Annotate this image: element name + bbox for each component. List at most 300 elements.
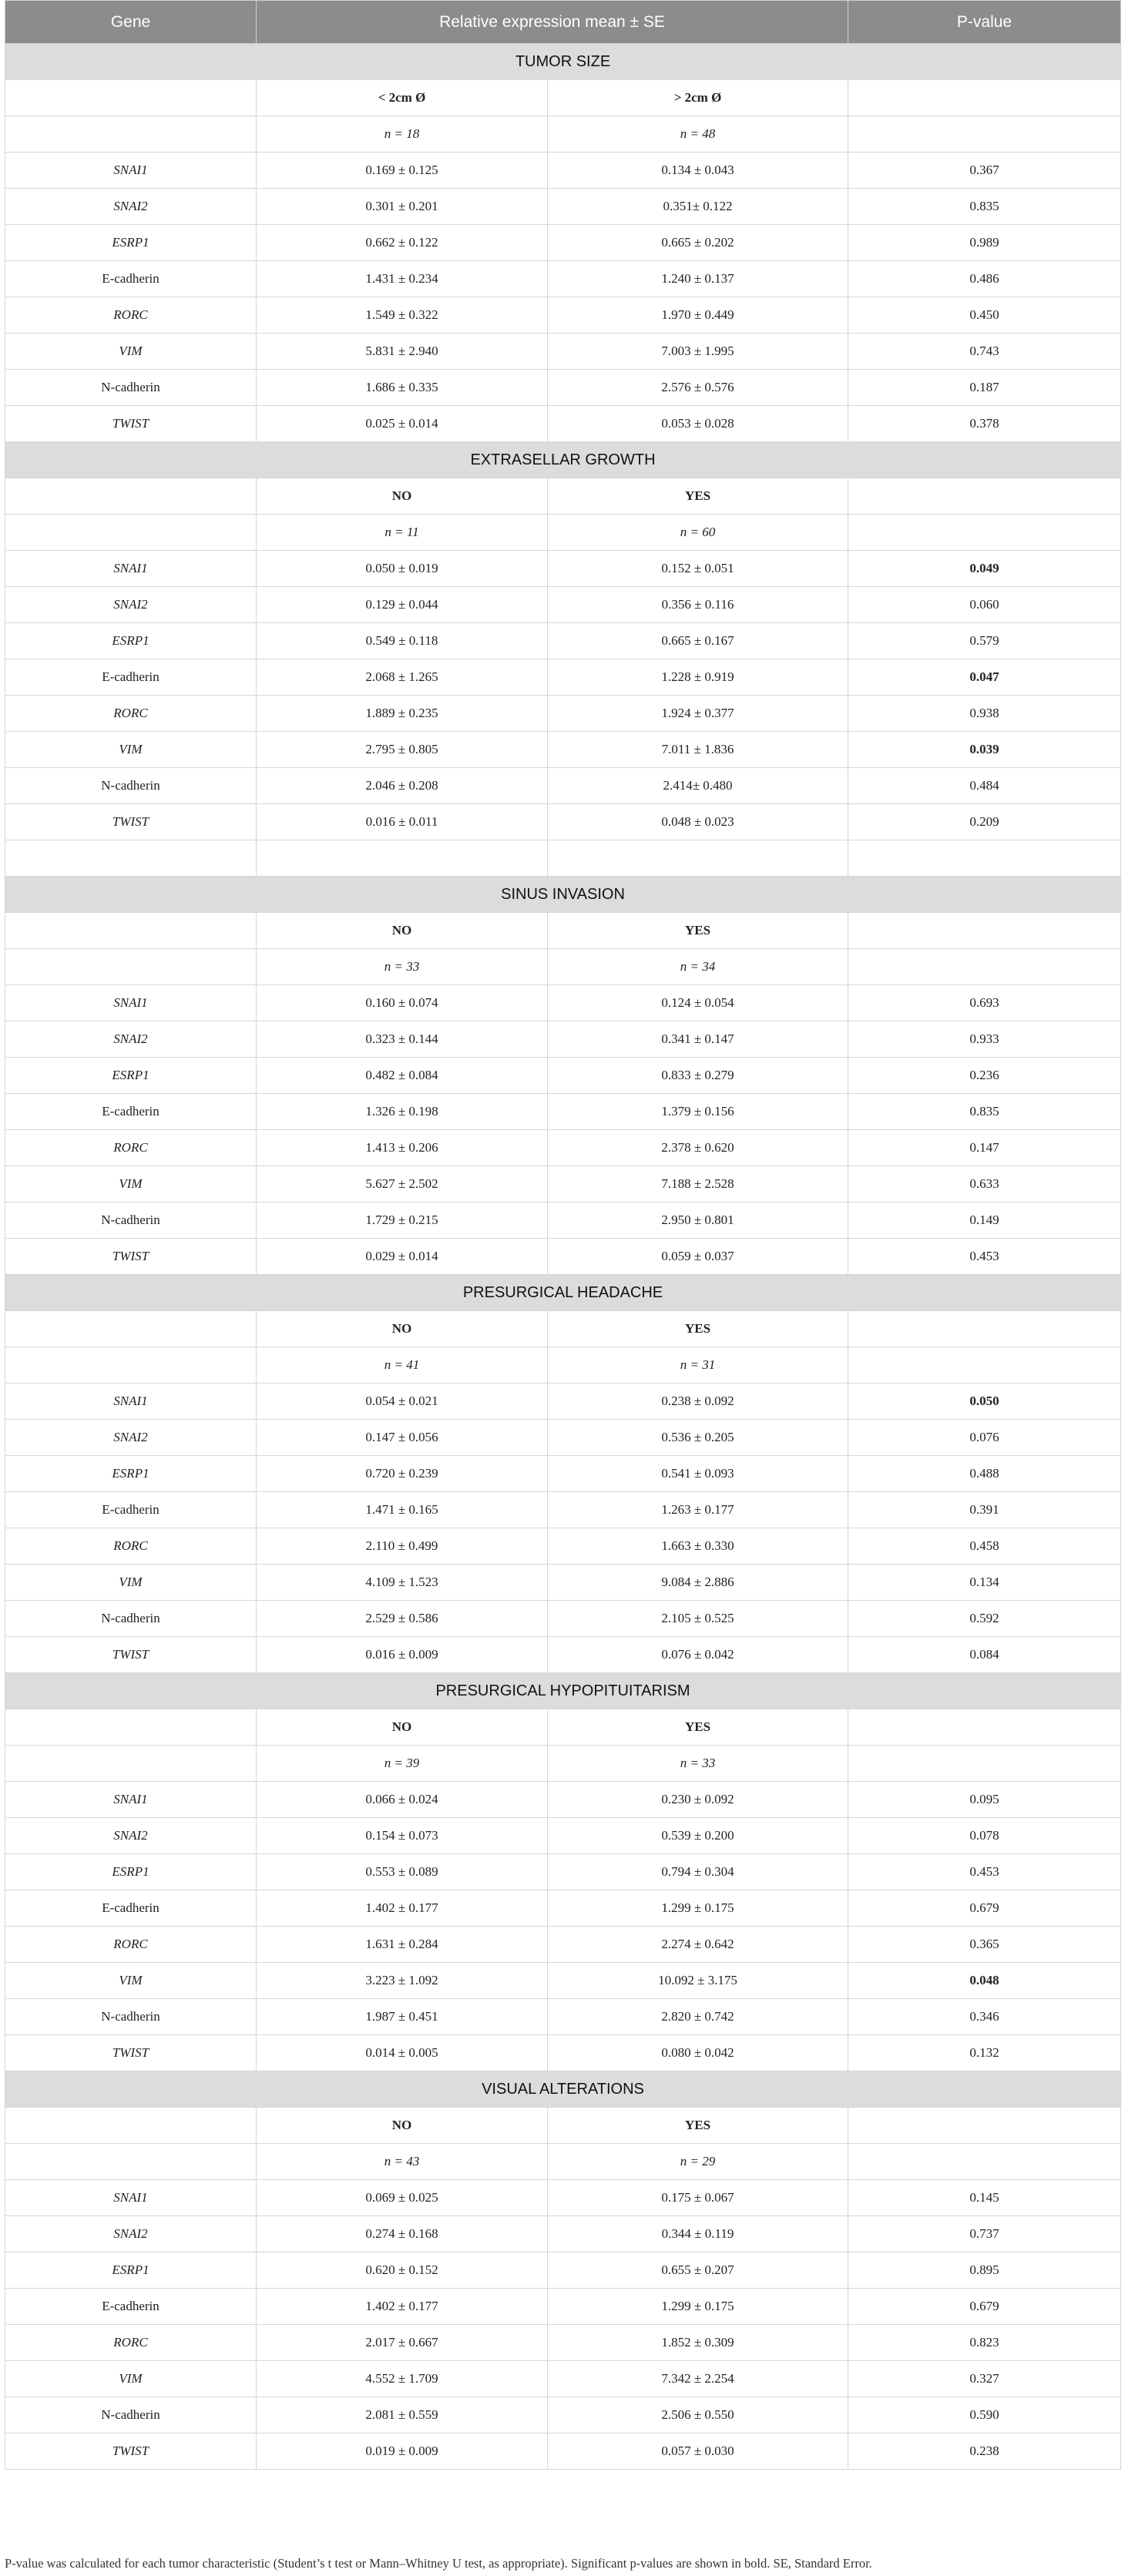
group-a-mean: 4.552 ± 1.709 bbox=[257, 2361, 548, 2397]
gene-name: SNAI1 bbox=[5, 1782, 257, 1818]
p-value: 0.933 bbox=[848, 1021, 1121, 1058]
group-b-n: n = 29 bbox=[548, 2144, 848, 2180]
gene-row bbox=[5, 1854, 1121, 1890]
group-a-mean: 1.471 ± 0.165 bbox=[257, 1492, 548, 1528]
gene-row bbox=[5, 1058, 1121, 1094]
empty-cell bbox=[5, 515, 257, 551]
group-b-label: YES bbox=[548, 2108, 848, 2144]
p-value: 0.938 bbox=[848, 696, 1121, 732]
group-b-mean: 7.011 ± 1.836 bbox=[548, 732, 848, 768]
group-b-mean: 0.238 ± 0.092 bbox=[548, 1384, 848, 1420]
group-b-n: n = 60 bbox=[548, 515, 848, 551]
section-title: PRESURGICAL HEADACHE bbox=[5, 1275, 1121, 1311]
gene-name: TWIST bbox=[5, 2433, 257, 2470]
group-a-mean: 0.014 ± 0.005 bbox=[257, 2035, 548, 2071]
group-a-mean: 0.323 ± 0.144 bbox=[257, 1021, 548, 1058]
p-value: 0.084 bbox=[848, 1637, 1121, 1673]
group-b-n: n = 48 bbox=[548, 116, 848, 153]
p-value: 0.679 bbox=[848, 1890, 1121, 1927]
group-a-mean: 1.431 ± 0.234 bbox=[257, 261, 548, 297]
group-a-label: NO bbox=[257, 478, 548, 515]
p-value: 0.737 bbox=[848, 2216, 1121, 2252]
group-a-mean: 0.154 ± 0.073 bbox=[257, 1818, 548, 1854]
p-value: 0.132 bbox=[848, 2035, 1121, 2071]
empty-cell bbox=[848, 515, 1121, 551]
group-a-mean: 4.109 ± 1.523 bbox=[257, 1565, 548, 1601]
empty-cell bbox=[257, 840, 548, 877]
group-a-mean: 1.889 ± 0.235 bbox=[257, 696, 548, 732]
empty-cell bbox=[5, 913, 257, 949]
p-value: 0.048 bbox=[848, 1963, 1121, 1999]
gene-name: N-cadherin bbox=[5, 370, 257, 406]
empty-cell bbox=[5, 2144, 257, 2180]
group-a-n: n = 33 bbox=[257, 949, 548, 985]
gene-name: SNAI1 bbox=[5, 551, 257, 587]
group-b-label: YES bbox=[548, 1311, 848, 1347]
sample-size-row bbox=[5, 515, 1121, 551]
group-b-mean: 0.124 ± 0.054 bbox=[548, 985, 848, 1021]
group-a-mean: 0.147 ± 0.056 bbox=[257, 1420, 548, 1456]
group-a-mean: 0.549 ± 0.118 bbox=[257, 623, 548, 659]
gene-row bbox=[5, 587, 1121, 623]
p-value: 0.236 bbox=[848, 1058, 1121, 1094]
gene-name: SNAI2 bbox=[5, 189, 257, 225]
gene-row bbox=[5, 2180, 1121, 2216]
section-title-row bbox=[5, 877, 1121, 913]
empty-cell bbox=[5, 1709, 257, 1746]
gene-name: N-cadherin bbox=[5, 1601, 257, 1637]
group-b-mean: 0.539 ± 0.200 bbox=[548, 1818, 848, 1854]
gene-name: E-cadherin bbox=[5, 659, 257, 696]
gene-name: TWIST bbox=[5, 804, 257, 840]
group-b-mean: 0.152 ± 0.051 bbox=[548, 551, 848, 587]
group-b-mean: 7.342 ± 2.254 bbox=[548, 2361, 848, 2397]
group-a-mean: 1.631 ± 0.284 bbox=[257, 1927, 548, 1963]
p-value: 0.488 bbox=[848, 1456, 1121, 1492]
gene-row bbox=[5, 261, 1121, 297]
gene-name: SNAI2 bbox=[5, 1818, 257, 1854]
group-b-mean: 1.663 ± 0.330 bbox=[548, 1528, 848, 1565]
gene-row bbox=[5, 2289, 1121, 2325]
expression-table bbox=[5, 0, 1121, 2470]
gene-row bbox=[5, 2433, 1121, 2470]
gene-row bbox=[5, 623, 1121, 659]
gene-name: SNAI1 bbox=[5, 1384, 257, 1420]
group-b-mean: 2.105 ± 0.525 bbox=[548, 1601, 848, 1637]
group-label-row bbox=[5, 478, 1121, 515]
empty-cell bbox=[848, 2144, 1121, 2180]
empty-cell bbox=[848, 116, 1121, 153]
table-body bbox=[5, 44, 1121, 2470]
group-b-mean: 0.076 ± 0.042 bbox=[548, 1637, 848, 1673]
group-a-label: NO bbox=[257, 913, 548, 949]
group-b-label: YES bbox=[548, 478, 848, 515]
group-b-mean: 0.048 ± 0.023 bbox=[548, 804, 848, 840]
header-pvalue: P-value bbox=[848, 1, 1121, 44]
gene-row bbox=[5, 1094, 1121, 1130]
group-b-mean: 1.852 ± 0.309 bbox=[548, 2325, 848, 2361]
empty-cell bbox=[5, 949, 257, 985]
group-b-mean: 1.970 ± 0.449 bbox=[548, 297, 848, 334]
group-a-mean: 2.110 ± 0.499 bbox=[257, 1528, 548, 1565]
group-b-mean: 0.059 ± 0.037 bbox=[548, 1239, 848, 1275]
empty-cell bbox=[5, 116, 257, 153]
p-value: 0.039 bbox=[848, 732, 1121, 768]
group-b-n: n = 33 bbox=[548, 1746, 848, 1782]
group-a-mean: 2.529 ± 0.586 bbox=[257, 1601, 548, 1637]
group-a-mean: 1.729 ± 0.215 bbox=[257, 1202, 548, 1239]
gene-name: ESRP1 bbox=[5, 225, 257, 261]
group-b-mean: 0.665 ± 0.167 bbox=[548, 623, 848, 659]
group-a-mean: 2.081 ± 0.559 bbox=[257, 2397, 548, 2433]
gene-name: TWIST bbox=[5, 406, 257, 442]
gene-name: RORC bbox=[5, 2325, 257, 2361]
group-b-mean: 2.274 ± 0.642 bbox=[548, 1927, 848, 1963]
group-a-n: n = 41 bbox=[257, 1347, 548, 1384]
group-a-mean: 0.129 ± 0.044 bbox=[257, 587, 548, 623]
group-b-n: n = 34 bbox=[548, 949, 848, 985]
group-a-mean: 0.620 ± 0.152 bbox=[257, 2252, 548, 2289]
gene-row bbox=[5, 189, 1121, 225]
group-b-mean: 7.003 ± 1.995 bbox=[548, 334, 848, 370]
section-title: SINUS INVASION bbox=[5, 877, 1121, 913]
gene-name: E-cadherin bbox=[5, 1890, 257, 1927]
p-value: 0.187 bbox=[848, 370, 1121, 406]
gene-name: ESRP1 bbox=[5, 1854, 257, 1890]
empty-cell bbox=[848, 2108, 1121, 2144]
group-a-mean: 0.662 ± 0.122 bbox=[257, 225, 548, 261]
group-b-mean: 0.080 ± 0.042 bbox=[548, 2035, 848, 2071]
p-value: 0.047 bbox=[848, 659, 1121, 696]
p-value: 0.895 bbox=[848, 2252, 1121, 2289]
gene-name: TWIST bbox=[5, 1637, 257, 1673]
group-a-mean: 0.029 ± 0.014 bbox=[257, 1239, 548, 1275]
p-value: 0.095 bbox=[848, 1782, 1121, 1818]
gene-name: N-cadherin bbox=[5, 1202, 257, 1239]
gene-row bbox=[5, 1420, 1121, 1456]
section-title: EXTRASELLAR GROWTH bbox=[5, 442, 1121, 478]
p-value: 0.458 bbox=[848, 1528, 1121, 1565]
gene-row bbox=[5, 1601, 1121, 1637]
gene-row bbox=[5, 370, 1121, 406]
group-b-mean: 1.263 ± 0.177 bbox=[548, 1492, 848, 1528]
section-title-row bbox=[5, 1275, 1121, 1311]
group-a-mean: 1.686 ± 0.335 bbox=[257, 370, 548, 406]
group-a-mean: 0.720 ± 0.239 bbox=[257, 1456, 548, 1492]
p-value: 0.149 bbox=[848, 1202, 1121, 1239]
gene-name: E-cadherin bbox=[5, 261, 257, 297]
p-value: 0.592 bbox=[848, 1601, 1121, 1637]
empty-cell bbox=[848, 80, 1121, 116]
table-footnote: P-value was calculated for each tumor characteristic (Student’s t test or Mann–Whitney U test, as appropriate). Significant p-values are shown in bold. SE, Standard Error. bbox=[5, 2556, 872, 2571]
section-title: PRESURGICAL HYPOPITUITARISM bbox=[5, 1673, 1121, 1709]
group-a-mean: 0.016 ± 0.011 bbox=[257, 804, 548, 840]
section-title: VISUAL ALTERATIONS bbox=[5, 2071, 1121, 2108]
gene-name: VIM bbox=[5, 334, 257, 370]
p-value: 0.823 bbox=[848, 2325, 1121, 2361]
gene-name: RORC bbox=[5, 1927, 257, 1963]
group-b-label: > 2cm Ø bbox=[548, 80, 848, 116]
gene-name: N-cadherin bbox=[5, 2397, 257, 2433]
group-b-mean: 1.228 ± 0.919 bbox=[548, 659, 848, 696]
gene-name: RORC bbox=[5, 696, 257, 732]
group-b-mean: 0.665 ± 0.202 bbox=[548, 225, 848, 261]
gene-name: SNAI2 bbox=[5, 587, 257, 623]
gene-row bbox=[5, 153, 1121, 189]
group-a-label: NO bbox=[257, 1709, 548, 1746]
group-a-mean: 1.549 ± 0.322 bbox=[257, 297, 548, 334]
gene-row bbox=[5, 297, 1121, 334]
group-b-mean: 0.351± 0.122 bbox=[548, 189, 848, 225]
p-value: 0.835 bbox=[848, 189, 1121, 225]
gene-row bbox=[5, 1130, 1121, 1166]
gene-name: SNAI1 bbox=[5, 2180, 257, 2216]
group-b-mean: 2.576 ± 0.576 bbox=[548, 370, 848, 406]
gene-row bbox=[5, 2397, 1121, 2433]
blank-row bbox=[5, 840, 1121, 877]
group-b-mean: 0.794 ± 0.304 bbox=[548, 1854, 848, 1890]
group-label-row bbox=[5, 913, 1121, 949]
p-value: 0.327 bbox=[848, 2361, 1121, 2397]
gene-row bbox=[5, 804, 1121, 840]
group-a-mean: 1.402 ± 0.177 bbox=[257, 2289, 548, 2325]
group-a-n: n = 11 bbox=[257, 515, 548, 551]
gene-name: VIM bbox=[5, 2361, 257, 2397]
gene-row bbox=[5, 2361, 1121, 2397]
gene-name: N-cadherin bbox=[5, 1999, 257, 2035]
p-value: 0.590 bbox=[848, 2397, 1121, 2433]
group-a-mean: 0.050 ± 0.019 bbox=[257, 551, 548, 587]
gene-name: E-cadherin bbox=[5, 2289, 257, 2325]
gene-row bbox=[5, 1456, 1121, 1492]
group-a-mean: 1.402 ± 0.177 bbox=[257, 1890, 548, 1927]
group-b-mean: 9.084 ± 2.886 bbox=[548, 1565, 848, 1601]
group-a-mean: 1.987 ± 0.451 bbox=[257, 1999, 548, 2035]
results-table-container bbox=[5, 0, 1120, 2470]
group-b-mean: 10.092 ± 3.175 bbox=[548, 1963, 848, 1999]
group-b-mean: 0.341 ± 0.147 bbox=[548, 1021, 848, 1058]
group-b-n: n = 31 bbox=[548, 1347, 848, 1384]
group-a-mean: 0.274 ± 0.168 bbox=[257, 2216, 548, 2252]
table-header-row bbox=[5, 1, 1121, 44]
gene-name: SNAI1 bbox=[5, 153, 257, 189]
gene-row bbox=[5, 1782, 1121, 1818]
empty-cell bbox=[5, 478, 257, 515]
p-value: 0.050 bbox=[848, 1384, 1121, 1420]
p-value: 0.238 bbox=[848, 2433, 1121, 2470]
gene-name: VIM bbox=[5, 1565, 257, 1601]
group-label-row bbox=[5, 1709, 1121, 1746]
empty-cell bbox=[5, 1746, 257, 1782]
empty-cell bbox=[848, 913, 1121, 949]
group-b-mean: 2.820 ± 0.742 bbox=[548, 1999, 848, 2035]
group-b-mean: 0.057 ± 0.030 bbox=[548, 2433, 848, 2470]
empty-cell bbox=[848, 1347, 1121, 1384]
gene-name: RORC bbox=[5, 297, 257, 334]
p-value: 0.989 bbox=[848, 225, 1121, 261]
empty-cell bbox=[848, 1746, 1121, 1782]
p-value: 0.378 bbox=[848, 406, 1121, 442]
section-title-row bbox=[5, 44, 1121, 80]
group-a-mean: 2.068 ± 1.265 bbox=[257, 659, 548, 696]
gene-row bbox=[5, 1927, 1121, 1963]
group-b-mean: 2.506 ± 0.550 bbox=[548, 2397, 848, 2433]
p-value: 0.633 bbox=[848, 1166, 1121, 1202]
gene-name: RORC bbox=[5, 1528, 257, 1565]
group-b-mean: 0.134 ± 0.043 bbox=[548, 153, 848, 189]
gene-row bbox=[5, 659, 1121, 696]
empty-cell bbox=[848, 840, 1121, 877]
gene-row bbox=[5, 1384, 1121, 1420]
group-b-mean: 2.414± 0.480 bbox=[548, 768, 848, 804]
group-label-row bbox=[5, 80, 1121, 116]
gene-row bbox=[5, 1890, 1121, 1927]
group-a-n: n = 43 bbox=[257, 2144, 548, 2180]
group-a-n: n = 18 bbox=[257, 116, 548, 153]
group-a-mean: 5.831 ± 2.940 bbox=[257, 334, 548, 370]
gene-row bbox=[5, 768, 1121, 804]
empty-cell bbox=[848, 1311, 1121, 1347]
p-value: 0.346 bbox=[848, 1999, 1121, 2035]
group-a-label: NO bbox=[257, 1311, 548, 1347]
gene-row bbox=[5, 1637, 1121, 1673]
group-b-mean: 1.299 ± 0.175 bbox=[548, 2289, 848, 2325]
p-value: 0.679 bbox=[848, 2289, 1121, 2325]
p-value: 0.209 bbox=[848, 804, 1121, 840]
group-b-mean: 2.378 ± 0.620 bbox=[548, 1130, 848, 1166]
group-a-mean: 0.069 ± 0.025 bbox=[257, 2180, 548, 2216]
gene-name: SNAI2 bbox=[5, 2216, 257, 2252]
group-a-mean: 0.482 ± 0.084 bbox=[257, 1058, 548, 1094]
group-label-row bbox=[5, 1311, 1121, 1347]
gene-row bbox=[5, 334, 1121, 370]
sample-size-row bbox=[5, 116, 1121, 153]
gene-row bbox=[5, 1492, 1121, 1528]
group-a-mean: 1.326 ± 0.198 bbox=[257, 1094, 548, 1130]
group-a-label: NO bbox=[257, 2108, 548, 2144]
header-gene: Gene bbox=[5, 1, 257, 44]
gene-name: ESRP1 bbox=[5, 1456, 257, 1492]
p-value: 0.049 bbox=[848, 551, 1121, 587]
group-b-mean: 0.536 ± 0.205 bbox=[548, 1420, 848, 1456]
p-value: 0.365 bbox=[848, 1927, 1121, 1963]
p-value: 0.147 bbox=[848, 1130, 1121, 1166]
gene-name: SNAI2 bbox=[5, 1021, 257, 1058]
empty-cell bbox=[5, 1311, 257, 1347]
empty-cell bbox=[848, 1709, 1121, 1746]
gene-name: RORC bbox=[5, 1130, 257, 1166]
group-a-n: n = 39 bbox=[257, 1746, 548, 1782]
gene-row bbox=[5, 406, 1121, 442]
group-a-mean: 2.795 ± 0.805 bbox=[257, 732, 548, 768]
gene-row bbox=[5, 2325, 1121, 2361]
gene-name: VIM bbox=[5, 1166, 257, 1202]
empty-cell bbox=[5, 840, 257, 877]
gene-name: E-cadherin bbox=[5, 1094, 257, 1130]
group-b-mean: 2.950 ± 0.801 bbox=[548, 1202, 848, 1239]
empty-cell bbox=[848, 949, 1121, 985]
group-b-mean: 0.175 ± 0.067 bbox=[548, 2180, 848, 2216]
gene-name: E-cadherin bbox=[5, 1492, 257, 1528]
group-b-mean: 0.356 ± 0.116 bbox=[548, 587, 848, 623]
gene-row bbox=[5, 1239, 1121, 1275]
gene-name: ESRP1 bbox=[5, 1058, 257, 1094]
p-value: 0.835 bbox=[848, 1094, 1121, 1130]
group-a-mean: 0.025 ± 0.014 bbox=[257, 406, 548, 442]
group-b-label: YES bbox=[548, 1709, 848, 1746]
group-a-mean: 0.160 ± 0.074 bbox=[257, 985, 548, 1021]
gene-row bbox=[5, 2035, 1121, 2071]
group-a-mean: 3.223 ± 1.092 bbox=[257, 1963, 548, 1999]
group-b-mean: 7.188 ± 2.528 bbox=[548, 1166, 848, 1202]
p-value: 0.486 bbox=[848, 261, 1121, 297]
group-a-mean: 0.054 ± 0.021 bbox=[257, 1384, 548, 1420]
group-a-mean: 0.553 ± 0.089 bbox=[257, 1854, 548, 1890]
gene-name: VIM bbox=[5, 1963, 257, 1999]
p-value: 0.076 bbox=[848, 1420, 1121, 1456]
section-title-row bbox=[5, 1673, 1121, 1709]
sample-size-row bbox=[5, 949, 1121, 985]
gene-row bbox=[5, 1021, 1121, 1058]
gene-row bbox=[5, 732, 1121, 768]
gene-name: TWIST bbox=[5, 2035, 257, 2071]
group-b-mean: 0.655 ± 0.207 bbox=[548, 2252, 848, 2289]
gene-row bbox=[5, 551, 1121, 587]
group-label-row bbox=[5, 2108, 1121, 2144]
p-value: 0.391 bbox=[848, 1492, 1121, 1528]
group-b-mean: 1.924 ± 0.377 bbox=[548, 696, 848, 732]
gene-row bbox=[5, 1565, 1121, 1601]
p-value: 0.060 bbox=[848, 587, 1121, 623]
p-value: 0.450 bbox=[848, 297, 1121, 334]
empty-cell bbox=[548, 840, 848, 877]
p-value: 0.579 bbox=[848, 623, 1121, 659]
group-b-mean: 0.344 ± 0.119 bbox=[548, 2216, 848, 2252]
p-value: 0.484 bbox=[848, 768, 1121, 804]
group-a-label: < 2cm Ø bbox=[257, 80, 548, 116]
empty-cell bbox=[848, 478, 1121, 515]
gene-row bbox=[5, 1963, 1121, 1999]
group-a-mean: 0.066 ± 0.024 bbox=[257, 1782, 548, 1818]
p-value: 0.145 bbox=[848, 2180, 1121, 2216]
group-a-mean: 5.627 ± 2.502 bbox=[257, 1166, 548, 1202]
p-value: 0.367 bbox=[848, 153, 1121, 189]
empty-cell bbox=[5, 2108, 257, 2144]
p-value: 0.453 bbox=[848, 1854, 1121, 1890]
gene-row bbox=[5, 1818, 1121, 1854]
gene-name: TWIST bbox=[5, 1239, 257, 1275]
empty-cell bbox=[5, 80, 257, 116]
gene-row bbox=[5, 1202, 1121, 1239]
group-b-mean: 1.299 ± 0.175 bbox=[548, 1890, 848, 1927]
p-value: 0.743 bbox=[848, 334, 1121, 370]
sample-size-row bbox=[5, 1347, 1121, 1384]
group-a-mean: 2.046 ± 0.208 bbox=[257, 768, 548, 804]
gene-name: ESRP1 bbox=[5, 2252, 257, 2289]
group-a-mean: 0.016 ± 0.009 bbox=[257, 1637, 548, 1673]
p-value: 0.078 bbox=[848, 1818, 1121, 1854]
group-a-mean: 2.017 ± 0.667 bbox=[257, 2325, 548, 2361]
empty-cell bbox=[5, 1347, 257, 1384]
group-b-mean: 0.053 ± 0.028 bbox=[548, 406, 848, 442]
p-value: 0.134 bbox=[848, 1565, 1121, 1601]
gene-row bbox=[5, 2216, 1121, 2252]
gene-row bbox=[5, 225, 1121, 261]
sample-size-row bbox=[5, 2144, 1121, 2180]
group-b-mean: 0.230 ± 0.092 bbox=[548, 1782, 848, 1818]
group-b-mean: 0.833 ± 0.279 bbox=[548, 1058, 848, 1094]
group-a-mean: 1.413 ± 0.206 bbox=[257, 1130, 548, 1166]
